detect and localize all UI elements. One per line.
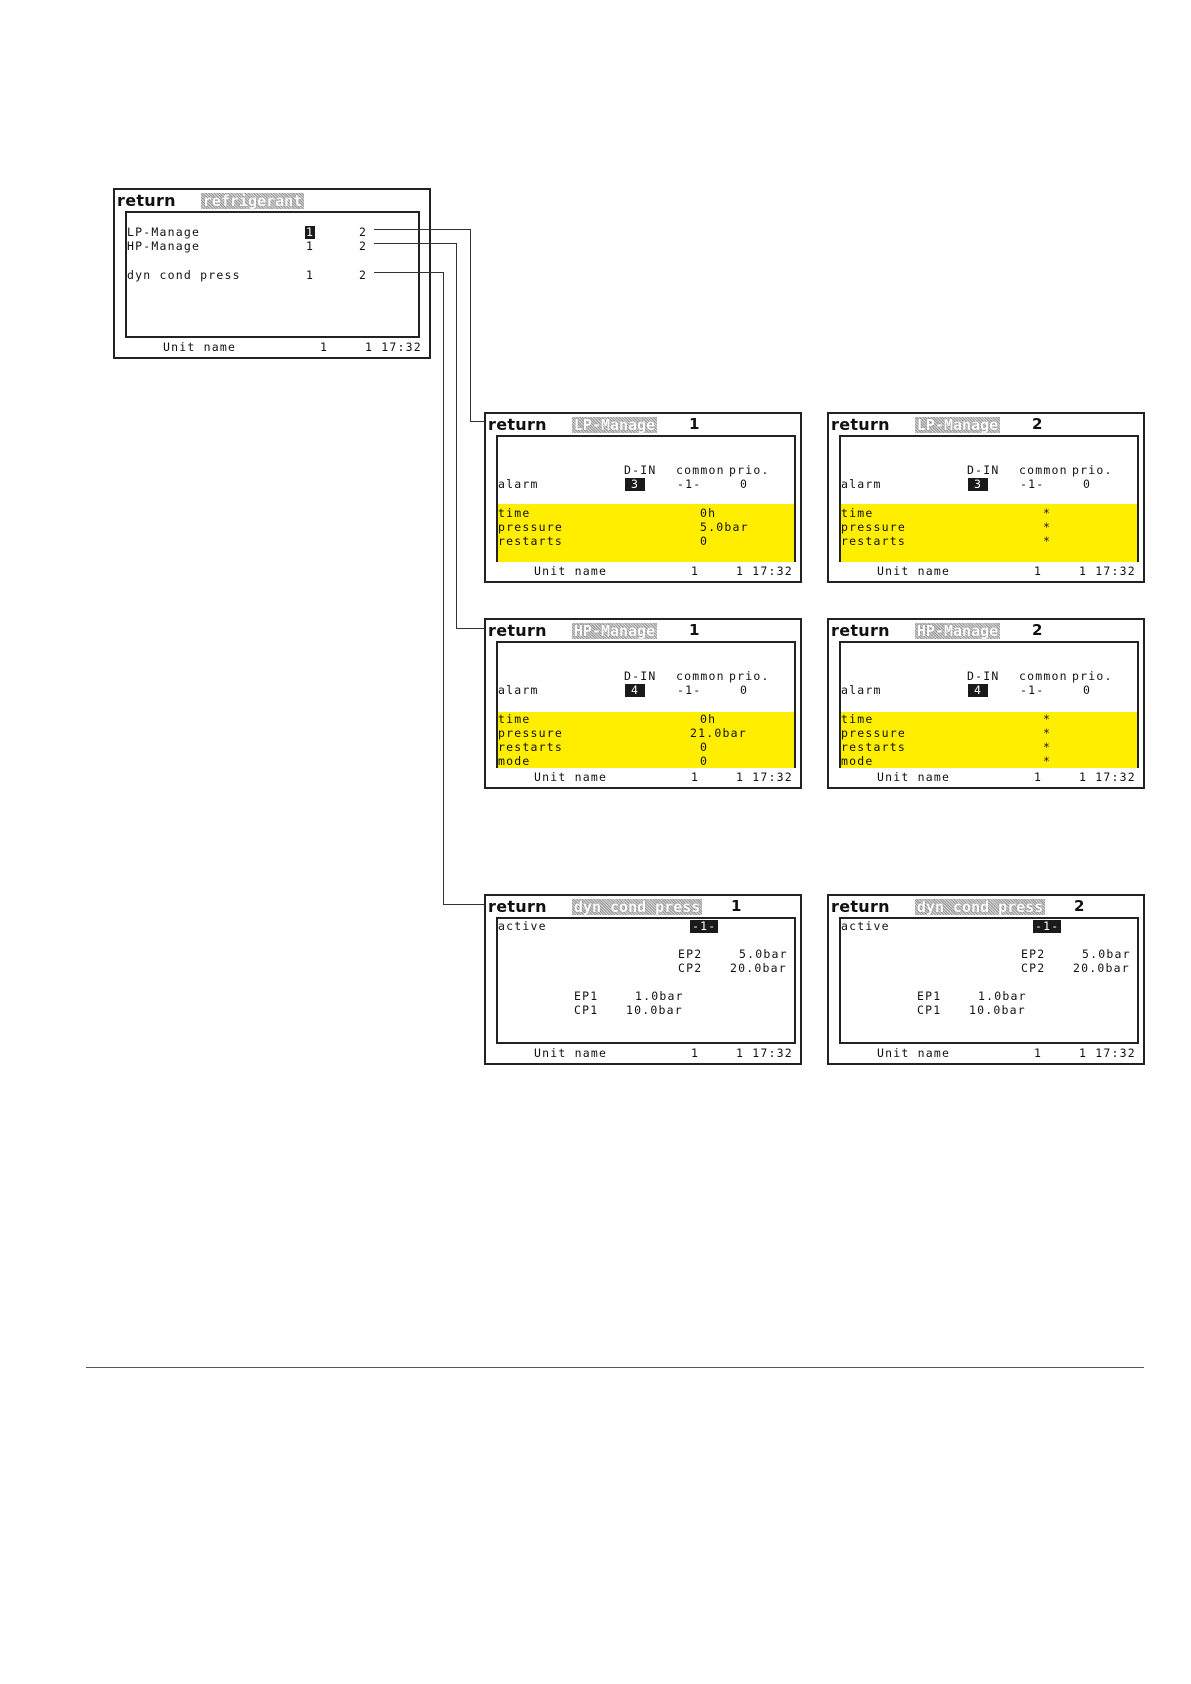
screen-header (831, 621, 1141, 640)
din-value[interactable]: 3 (968, 478, 988, 491)
din-header: D-IN (967, 463, 1000, 477)
page-divider (86, 1367, 1144, 1368)
prio-header: prio. (1072, 669, 1113, 683)
footer-unit-name: Unit name (877, 564, 951, 578)
return-button[interactable]: return (488, 897, 547, 916)
screen-title: LP-Manage (573, 416, 656, 434)
alarm-label: alarm (498, 477, 539, 491)
connector-line-hp (374, 243, 457, 244)
lp-manage-1-screen (484, 412, 802, 583)
pressure-label: pressure (498, 726, 563, 740)
connector-line-dyn (443, 272, 444, 905)
prio-header: prio. (729, 669, 770, 683)
mode-label: mode (498, 754, 531, 768)
prio-value[interactable]: 0 (740, 683, 749, 697)
time-label: time (498, 712, 531, 726)
ep2-label: EP2 (1021, 947, 1046, 961)
footer-time: 1 17:32 (365, 340, 422, 354)
screen-header (831, 897, 1141, 916)
common-header: common (676, 669, 725, 683)
ep1-value[interactable]: 1.0bar (978, 989, 1027, 1003)
active-value[interactable]: -1- (692, 919, 717, 933)
mode-label: mode (841, 754, 874, 768)
lp-manage-unit1-selected[interactable]: 1 (306, 225, 315, 239)
unit-number: 2 (1074, 897, 1085, 915)
active-label: active (841, 919, 890, 933)
din-value[interactable]: 4 (625, 684, 645, 697)
alarm-label: alarm (841, 683, 882, 697)
footer-unit-name: Unit name (877, 770, 951, 784)
active-value[interactable]: -1- (1035, 919, 1060, 933)
screen-header (488, 897, 798, 916)
unit-number: 1 (689, 415, 700, 433)
restarts-label: restarts (498, 534, 563, 548)
din-header: D-IN (967, 669, 1000, 683)
cp2-value[interactable]: 20.0bar (1073, 961, 1130, 975)
unit-number: 1 (731, 897, 742, 915)
restarts-value: * (1043, 740, 1052, 754)
footer-time: 1 17:32 (736, 564, 793, 578)
dyn-cond-press-unit1[interactable]: 1 (306, 268, 315, 282)
cp1-value[interactable]: 10.0bar (969, 1003, 1026, 1017)
hp-manage-unit2[interactable]: 2 (359, 239, 368, 253)
menu-item-dyn-cond-press[interactable]: dyn cond press (127, 268, 241, 282)
footer-value-a: 1 (1034, 564, 1043, 578)
time-label: time (841, 506, 874, 520)
connector-line-lp (470, 421, 484, 422)
din-value[interactable]: 4 (968, 684, 988, 697)
screen-title: refrigerant (202, 192, 303, 210)
footer-value-a: 1 (691, 1046, 700, 1060)
ep2-value[interactable]: 5.0bar (1082, 947, 1131, 961)
footer-unit-name: Unit name (163, 340, 237, 354)
footer-time: 1 17:32 (736, 770, 793, 784)
connector-line-hp (456, 628, 484, 629)
restarts-label: restarts (841, 534, 906, 548)
cp2-label: CP2 (1021, 961, 1046, 975)
mode-value: 0 (700, 754, 709, 768)
common-value[interactable]: -1- (677, 477, 702, 491)
unit-number: 2 (1032, 415, 1043, 433)
mode-value: * (1043, 754, 1052, 768)
ep1-label: EP1 (917, 989, 942, 1003)
return-button[interactable]: return (488, 415, 547, 434)
screen-title: dyn cond press (916, 898, 1044, 916)
unit-number: 1 (689, 621, 700, 639)
footer-value-a: 1 (1034, 1046, 1043, 1060)
footer-unit-name: Unit name (534, 1046, 608, 1060)
cp1-label: CP1 (917, 1003, 942, 1017)
footer-time: 1 17:32 (1079, 564, 1136, 578)
prio-header: prio. (1072, 463, 1113, 477)
hp-manage-unit1[interactable]: 1 (306, 239, 315, 253)
cp2-label: CP2 (678, 961, 703, 975)
din-header: D-IN (624, 463, 657, 477)
refrigerant-screen (113, 188, 431, 359)
time-label: time (841, 712, 874, 726)
unit-number: 2 (1032, 621, 1043, 639)
restarts-label: restarts (841, 740, 906, 754)
common-header: common (676, 463, 725, 477)
screen-header (488, 415, 798, 434)
prio-value[interactable]: 0 (1083, 683, 1092, 697)
common-header: common (1019, 669, 1068, 683)
footer-time: 1 17:32 (1079, 770, 1136, 784)
connector-line-dyn (443, 904, 484, 905)
footer-time: 1 17:32 (736, 1046, 793, 1060)
ep2-label: EP2 (678, 947, 703, 961)
common-header: common (1019, 463, 1068, 477)
footer-unit-name: Unit name (877, 1046, 951, 1060)
restarts-value: 0 (700, 740, 709, 754)
footer-value-a: 1 (691, 564, 700, 578)
return-button[interactable]: return (117, 191, 176, 210)
din-header: D-IN (624, 669, 657, 683)
time-label: time (498, 506, 531, 520)
screen-header (117, 191, 427, 210)
restarts-label: restarts (498, 740, 563, 754)
connector-line-lp (374, 229, 471, 230)
prio-header: prio. (729, 463, 770, 477)
lp-manage-unit2[interactable]: 2 (359, 225, 368, 239)
screen-header (488, 621, 798, 640)
pressure-value: 21.0bar (690, 726, 747, 740)
dyn-cond-press-unit2[interactable]: 2 (359, 268, 368, 282)
pressure-value: 5.0bar (700, 520, 749, 534)
connector-line-dyn (374, 272, 444, 273)
pressure-label: pressure (841, 726, 906, 740)
return-button[interactable]: return (831, 415, 890, 434)
footer-value-a: 1 (691, 770, 700, 784)
connector-line-lp (470, 229, 471, 422)
din-value[interactable]: 3 (625, 478, 645, 491)
screen-header (831, 415, 1141, 434)
pressure-label: pressure (498, 520, 563, 534)
dyn-cond-press-2-screen (827, 894, 1145, 1065)
restarts-value: * (1043, 534, 1052, 548)
return-button[interactable]: return (831, 621, 890, 640)
screen-title: HP-Manage (916, 622, 999, 640)
ep1-label: EP1 (574, 989, 599, 1003)
screen-title: LP-Manage (916, 416, 999, 434)
active-label: active (498, 919, 547, 933)
time-value: * (1043, 712, 1052, 726)
restarts-value: 0 (700, 534, 709, 548)
common-value[interactable]: -1- (677, 683, 702, 697)
footer-value-a: 1 (320, 340, 329, 354)
return-button[interactable]: return (488, 621, 547, 640)
connector-line-hp (456, 243, 457, 629)
footer-time: 1 17:32 (1079, 1046, 1136, 1060)
menu-item-lp-manage[interactable]: LP-Manage (127, 225, 201, 239)
hp-manage-2-screen (827, 618, 1145, 789)
prio-value[interactable]: 0 (1083, 477, 1092, 491)
screen-body (496, 917, 796, 1044)
pressure-value: * (1043, 520, 1052, 534)
footer-unit-name: Unit name (534, 564, 608, 578)
ep2-value[interactable]: 5.0bar (739, 947, 788, 961)
menu-item-hp-manage[interactable]: HP-Manage (127, 239, 201, 253)
time-value: 0h (700, 712, 717, 726)
ep1-value[interactable]: 1.0bar (635, 989, 684, 1003)
common-value[interactable]: -1- (1020, 477, 1045, 491)
cp1-label: CP1 (574, 1003, 599, 1017)
return-button[interactable]: return (831, 897, 890, 916)
hp-manage-1-screen (484, 618, 802, 789)
screen-title: dyn cond press (573, 898, 701, 916)
pressure-value: * (1043, 726, 1052, 740)
alarm-label: alarm (498, 683, 539, 697)
common-value[interactable]: -1- (1020, 683, 1045, 697)
dyn-cond-press-1-screen (484, 894, 802, 1065)
screen-body (839, 917, 1139, 1044)
footer-value-a: 1 (1034, 770, 1043, 784)
pressure-label: pressure (841, 520, 906, 534)
time-value: 0h (700, 506, 717, 520)
lp-manage-2-screen (827, 412, 1145, 583)
cp1-value[interactable]: 10.0bar (626, 1003, 683, 1017)
time-value: * (1043, 506, 1052, 520)
screen-title: HP-Manage (573, 622, 656, 640)
prio-value[interactable]: 0 (740, 477, 749, 491)
cp2-value[interactable]: 20.0bar (730, 961, 787, 975)
footer-unit-name: Unit name (534, 770, 608, 784)
alarm-label: alarm (841, 477, 882, 491)
